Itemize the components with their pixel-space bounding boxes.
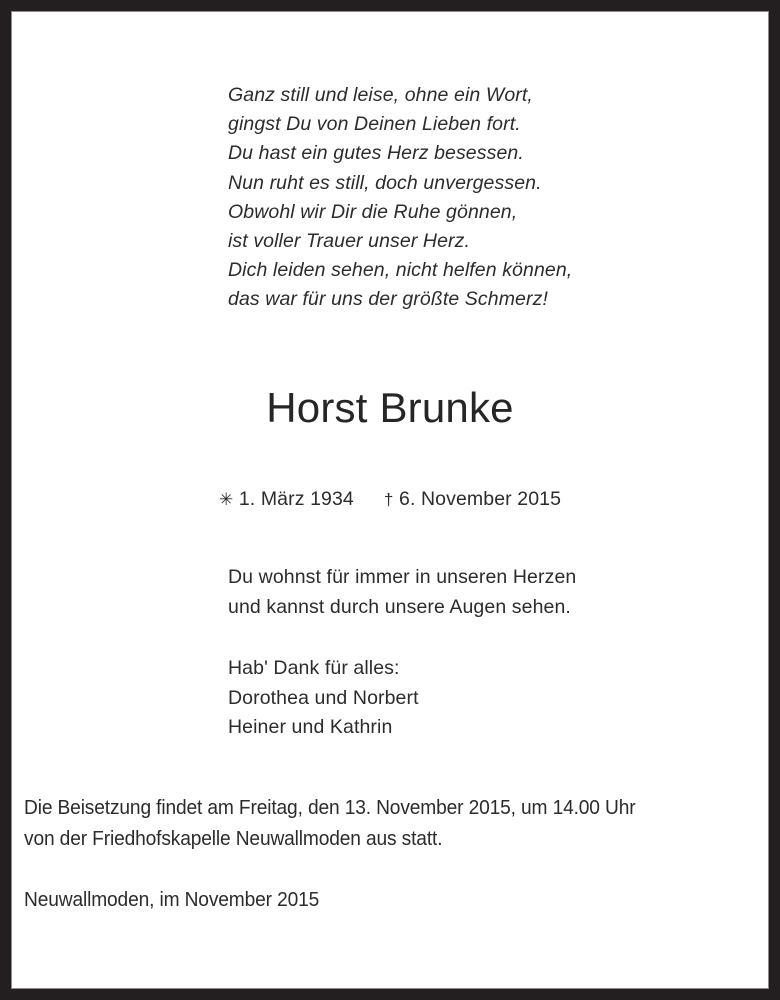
mourners-block: [228, 654, 419, 743]
poem-line: Du hast ein gutes Herz besessen.: [228, 142, 524, 165]
poem-line: Ganz still und leise, ohne ein Wort,: [228, 84, 533, 106]
notice-inner-frame: [11, 11, 769, 989]
poem-line: Dich leiden sehen, nicht helfen können,: [228, 259, 573, 282]
birth-date: 1. März 1934: [238, 488, 354, 510]
message-line: Du wohnst für immer in unseren Herzen: [228, 566, 577, 588]
message-line: und kannst durch unsere Augen sehen.: [228, 595, 571, 618]
funeral-service-info: [24, 792, 712, 854]
mourner-name: Heiner und Kathrin: [228, 716, 393, 738]
poem-line: das war für uns der größte Schmerz!: [228, 288, 548, 311]
life-dates: [12, 486, 768, 513]
place-and-date: Neuwallmoden, im November 2015: [24, 888, 320, 911]
funeral-line: Die Beisetzung findet am Freitag, den 13. November 2015, um 14.00 Uhr: [24, 796, 636, 819]
deceased-name: Horst Brunke: [266, 384, 514, 431]
poem-line: Nun ruht es still, doch unvergessen.: [228, 171, 542, 194]
poem-line: Obwohl wir Dir die Ruhe gönnen,: [228, 200, 518, 223]
death-date: 6. November 2015: [399, 488, 562, 510]
mourner-name: Dorothea und Norbert: [228, 686, 419, 709]
death-cross-icon: †: [383, 490, 394, 509]
poem-line: ist voller Trauer unser Herz.: [228, 230, 471, 253]
funeral-details: [24, 792, 760, 915]
funeral-line: von der Friedhofskapelle Neuwallmoden aus statt.: [24, 827, 443, 850]
memorial-poem: [228, 81, 572, 315]
memorial-message: [228, 563, 576, 622]
thanks-heading: Hab' Dank für alles:: [228, 657, 400, 679]
birth-star-icon: ✳: [218, 490, 234, 509]
poem-line: gingst Du von Deinen Lieben fort.: [228, 113, 521, 136]
